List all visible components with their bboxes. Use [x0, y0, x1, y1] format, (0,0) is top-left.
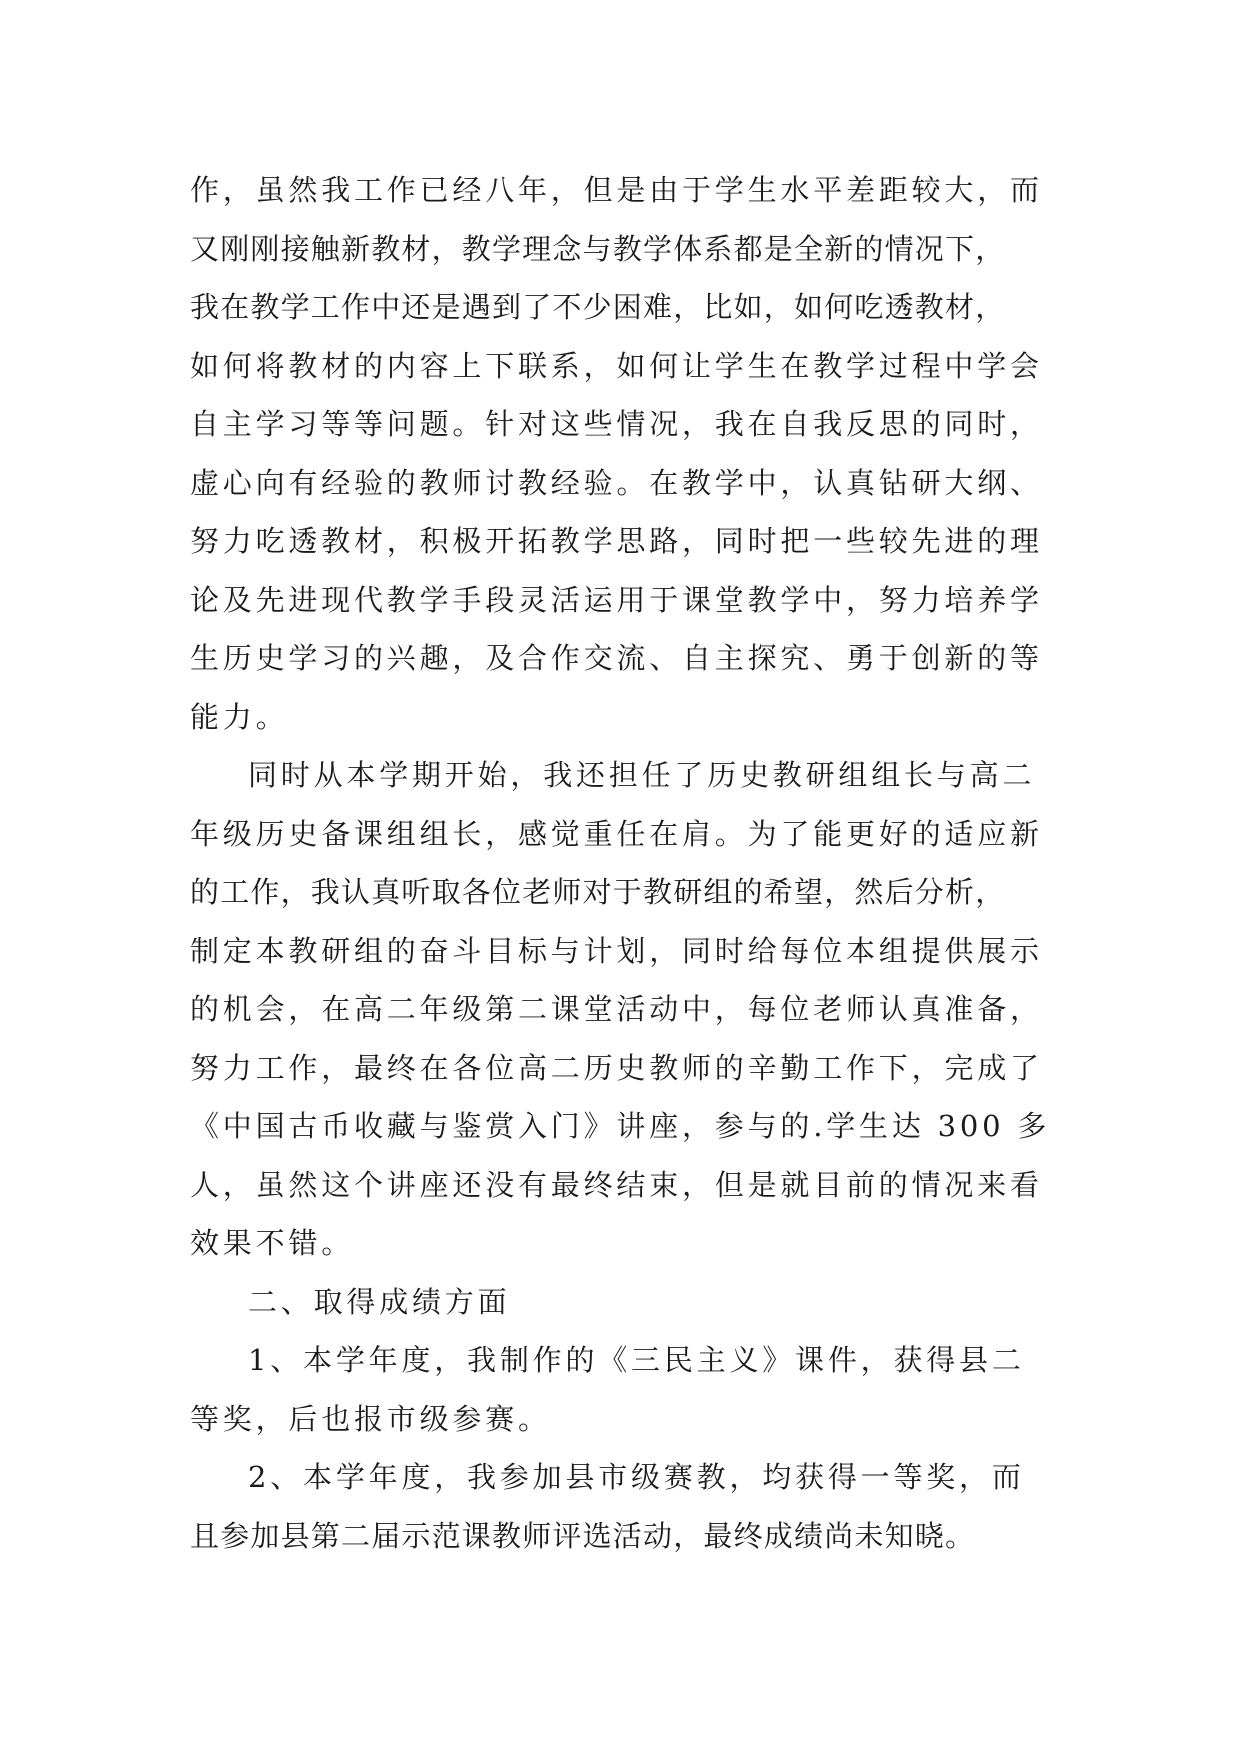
paragraph-line: 能力。 — [190, 699, 289, 734]
paragraph-line: 努力工作，最终在各位高二历史教师的辛勤工作下，完成了 — [190, 1050, 1043, 1085]
paragraph-line: 的工作，我认真听取各位老师对于教研组的希望，然后分析， — [190, 875, 1006, 909]
paragraph-line: 等奖，后也报市级参赛。 — [190, 1401, 551, 1436]
paragraph-line: 《中国古币收藏与鉴赏入门》讲座，参与的.学生达 300 多 — [190, 1109, 1051, 1143]
paragraph-line: 如何将教材的内容上下联系，如何让学生在教学过程中学会 — [190, 348, 1043, 383]
paragraph-line: 1、本学年度，我制作的《三民主义》课件，获得县二 — [248, 1343, 1025, 1377]
document-body — [190, 161, 1090, 1565]
paragraph-line: 效果不错。 — [190, 1226, 355, 1260]
paragraph-line: 生历史学习的兴趣，及合作交流、自主探究、勇于创新的等 — [190, 641, 1043, 675]
paragraph-line: 2、本学年度，我参加县市级赛教，均获得一等奖，而 — [248, 1460, 1025, 1494]
paragraph-line: 且参加县第二届示范课教师评选活动，最终成绩尚未知晓。 — [190, 1518, 976, 1553]
paragraph-line: 自主学习等等问题。针对这些情况，我在自我反思的同时， — [190, 407, 1043, 441]
paragraph-line: 年级历史备课组组长，感觉重任在肩。为了能更好的适应新 — [190, 816, 1043, 851]
paragraph-line: 同时从本学期开始，我还担任了历史教研组组长与高二 — [248, 758, 1036, 792]
paragraph-line: 制定本教研组的奋斗目标与计划，同时给每位本组提供展示 — [190, 933, 1043, 968]
paragraph-line: 人，虽然这个讲座还没有最终结束，但是就目前的情况来看 — [190, 1167, 1043, 1202]
paragraph-line: 我在教学工作中还是遇到了不少困难，比如，如何吃透教材， — [190, 290, 1006, 324]
section-heading: 二、取得成绩方面 — [248, 1284, 511, 1319]
paragraph-line: 又刚刚接触新教材，教学理念与教学体系都是全新的情况下， — [190, 231, 1006, 266]
paragraph-line: 作，虽然我工作已经八年，但是由于学生水平差距较大，而 — [190, 173, 1043, 207]
paragraph-line: 虚心向有经验的教师讨教经验。在教学中，认真钻研大纲、 — [190, 465, 1043, 500]
paragraph-line: 努力吃透教材，积极开拓教学思路，同时把一些较先进的理 — [190, 524, 1043, 558]
paragraph-line: 的机会，在高二年级第二课堂活动中，每位老师认真准备， — [190, 992, 1043, 1026]
paragraph-line: 论及先进现代教学手段灵活运用于课堂教学中，努力培养学 — [190, 582, 1043, 617]
